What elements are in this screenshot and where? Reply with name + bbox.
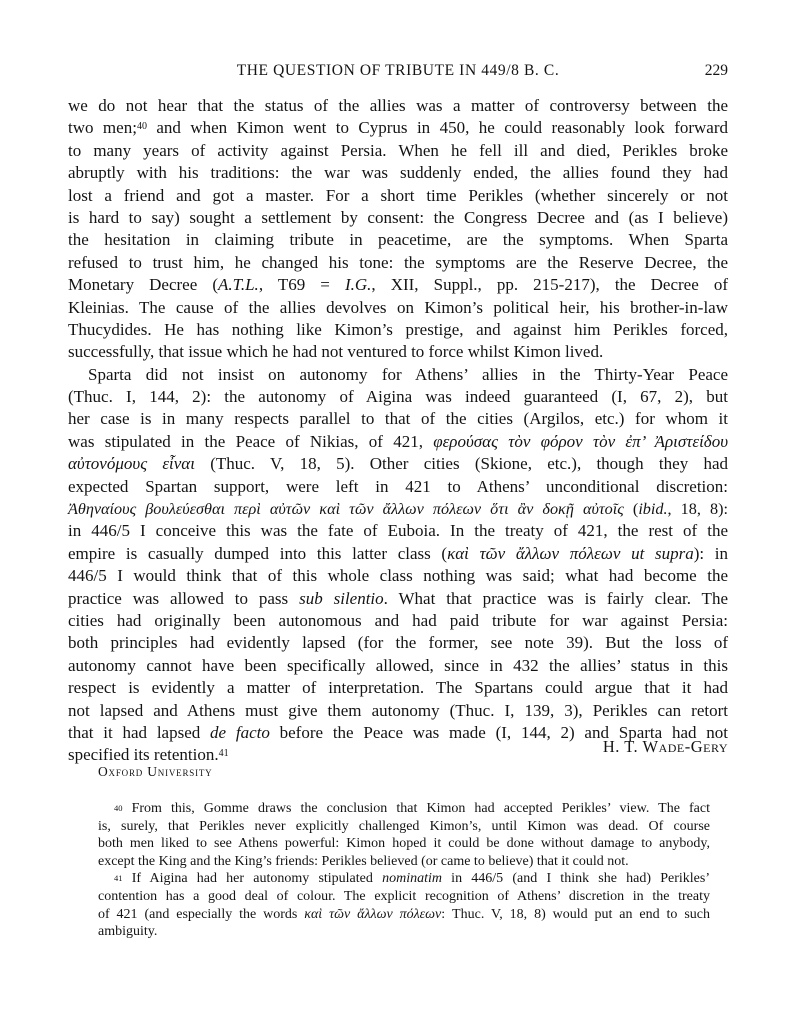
footnote-ref-41: 41 [218,748,229,760]
text-line: two men;$^{40}$ and when Kimon went to Cyprus in 450, he could reasonably look forward [68,118,728,138]
text-line: expected Spartan support, were left in 421 to Athens’ unconditional discretion: [68,476,728,496]
text-line: abruptly with his traditions: the war was suddenly ended, the allies found they had [68,163,728,183]
greek-quote: φερούσας τὸν φόρον τὸν ἐπ’ Ἀριστείδου [433,431,728,451]
text-line: practice was allowed to pass sub silentio. What that practice was is fairly clear. The [68,588,728,608]
text-line: respect is evidently a matter of interpretation. The Spartans could argue that it had [68,678,728,698]
page-number: 229 [704,62,728,79]
author-signature: H. T. Wade-Gery [602,737,728,756]
text-line: successfully, that issue which he had not ventured to force whilst Kimon lived. [68,342,604,362]
text-line: (Thuc. I, 144, 2): the autonomy of Aigina was indeed guaranteed (I, 67, 2), but [68,387,728,407]
greek-quote: καὶ τῶν ἄλλων πόλεων [447,543,621,563]
text-line: autonomy cannot have been specifically allowed, since in 432 the allies’ status in this [68,655,728,675]
text-line: empire is casually dumped into this latter class (καὶ τῶν ἄλλων πόλεων ut supra): in [68,543,729,563]
text-line: in 446/5 I conceive this was the fate of Euboia. In the treaty of 421, the rest of the [68,521,728,541]
text-line: refused to trust him, he changed his tone: the symptoms are the Reserve Decree, the [68,252,728,272]
greek-quote: αὐτονόμους εἶναι [68,454,195,474]
text-line: to many years of activity against Persia. When he fell ill and died, Perikles broke [68,140,728,160]
page-header [68,62,728,86]
text-line: Monetary Decree (A.T.L., T69 = I.G., XII, Suppl., pp. 215-217), the Decree of [68,275,729,295]
text-line: αὐτονόμους εἶναι (Thuc. V, 18, 5). Other cities (Skione, etc.), though they had [68,454,728,474]
text-line: cities had originally been autonomous and had paid tribute for war against Persia: [68,610,728,630]
greek-quote: καὶ τῶν ἄλλων πόλεων [304,906,442,922]
text-line: Sparta did not insist on autonomy for Athens’ allies in the Thirty-Year Peace [88,364,728,384]
footnote-number: 41 [114,873,123,884]
footnote-line: of 421 (and especially the words καὶ τῶν ἄλλων πόλεων: Thuc. V, 18, 8) would put an end to such [98,906,710,922]
text-line: specified its retention.$^{41}$ [68,745,229,765]
text-line: both principles had evidently lapsed (for the former, see note 39). But the loss of [68,633,728,653]
footnote-line: both men liked to see Athens powerful: Kimon hoped it could be done without damage to anybody, [98,836,710,852]
text-line: lost a friend and got a master. For a short time Perikles (whether sincerely or not [68,185,728,205]
text-line: the hesitation in claiming tribute in peacetime, are the symptoms. When Sparta [68,230,728,250]
footnote-line: ambiguity. [98,924,158,940]
footnotes [98,800,710,941]
article-body [68,95,728,767]
footnote-number: 40 [114,803,123,813]
running-head: THE QUESTION OF TRIBUTE IN 449/8 B. C. [236,62,560,79]
greek-quote: Ἀθηναίους βουλεύεσθαι περὶ αὐτῶν καὶ τῶν ἄλλων πόλεων ὅτι ἂν δοκῇ αὐτοῖς [68,500,624,519]
text-line: Thucydides. He has nothing like Kimon’s prestige, and against him Perikles forced, [68,319,728,339]
text-line: is hard to say) sought a settlement by consent: the Congress Decree and (as I believe) [68,207,728,227]
text-line: not lapsed and Athens must give them autonomy (Thuc. I, 139, 3), Perikles can retort [68,700,728,720]
footnote-line: contention has a good deal of colour. The explicit recognition of Athens’ discretion in the treaty [98,888,710,904]
footnote-line: is, surely, that Perikles never explicitly challenged Kimon’s, until Kimon was dead. Of course [98,818,710,834]
text-line: Kleinias. The cause of the allies devolves on Kimon’s political heir, his brother-in-law [68,297,728,317]
footnote-line: except the King and the King’s friends: Perikles believed (or came to believe) that it could not. [98,853,629,869]
author-affiliation: Oxford University [98,764,213,779]
text-line: was stipulated in the Peace of Nikias, of 421, φερούσας τὸν φόρον τὸν ἐπ’ Ἀριστείδου [68,431,728,451]
text-line: 446/5 I would think that of this whole class nothing was said; what had become the [68,566,728,586]
text-line: we do not hear that the status of the allies was a matter of controversy between the [68,96,728,115]
text-line: her case is in many respects parallel to that of the cities (Argilos, etc.) for whom it [68,409,728,429]
footnote-ref-40: 40 [136,121,147,133]
text-line: that it had lapsed de facto before the Peace was made (I, 144, 2) and Sparta had not [68,722,728,742]
text-line: Ἀθηναίους βουλεύεσθαι περὶ αὐτῶν καὶ τῶν ἄλλων πόλεων ὅτι ἂν δοκῇ αὐτοῖς (ibid., 18, 8): [68,500,728,519]
footnote-40: $^{40}$ From this, Gomme draws the conclusion that Kimon had accepted Perikles’ view. The fact [114,801,710,816]
footnote-41: $^{41}$ If Aigina had her autonomy stipulated nominatim in 446/5 (and I think she had) Perikles’ [114,871,710,887]
